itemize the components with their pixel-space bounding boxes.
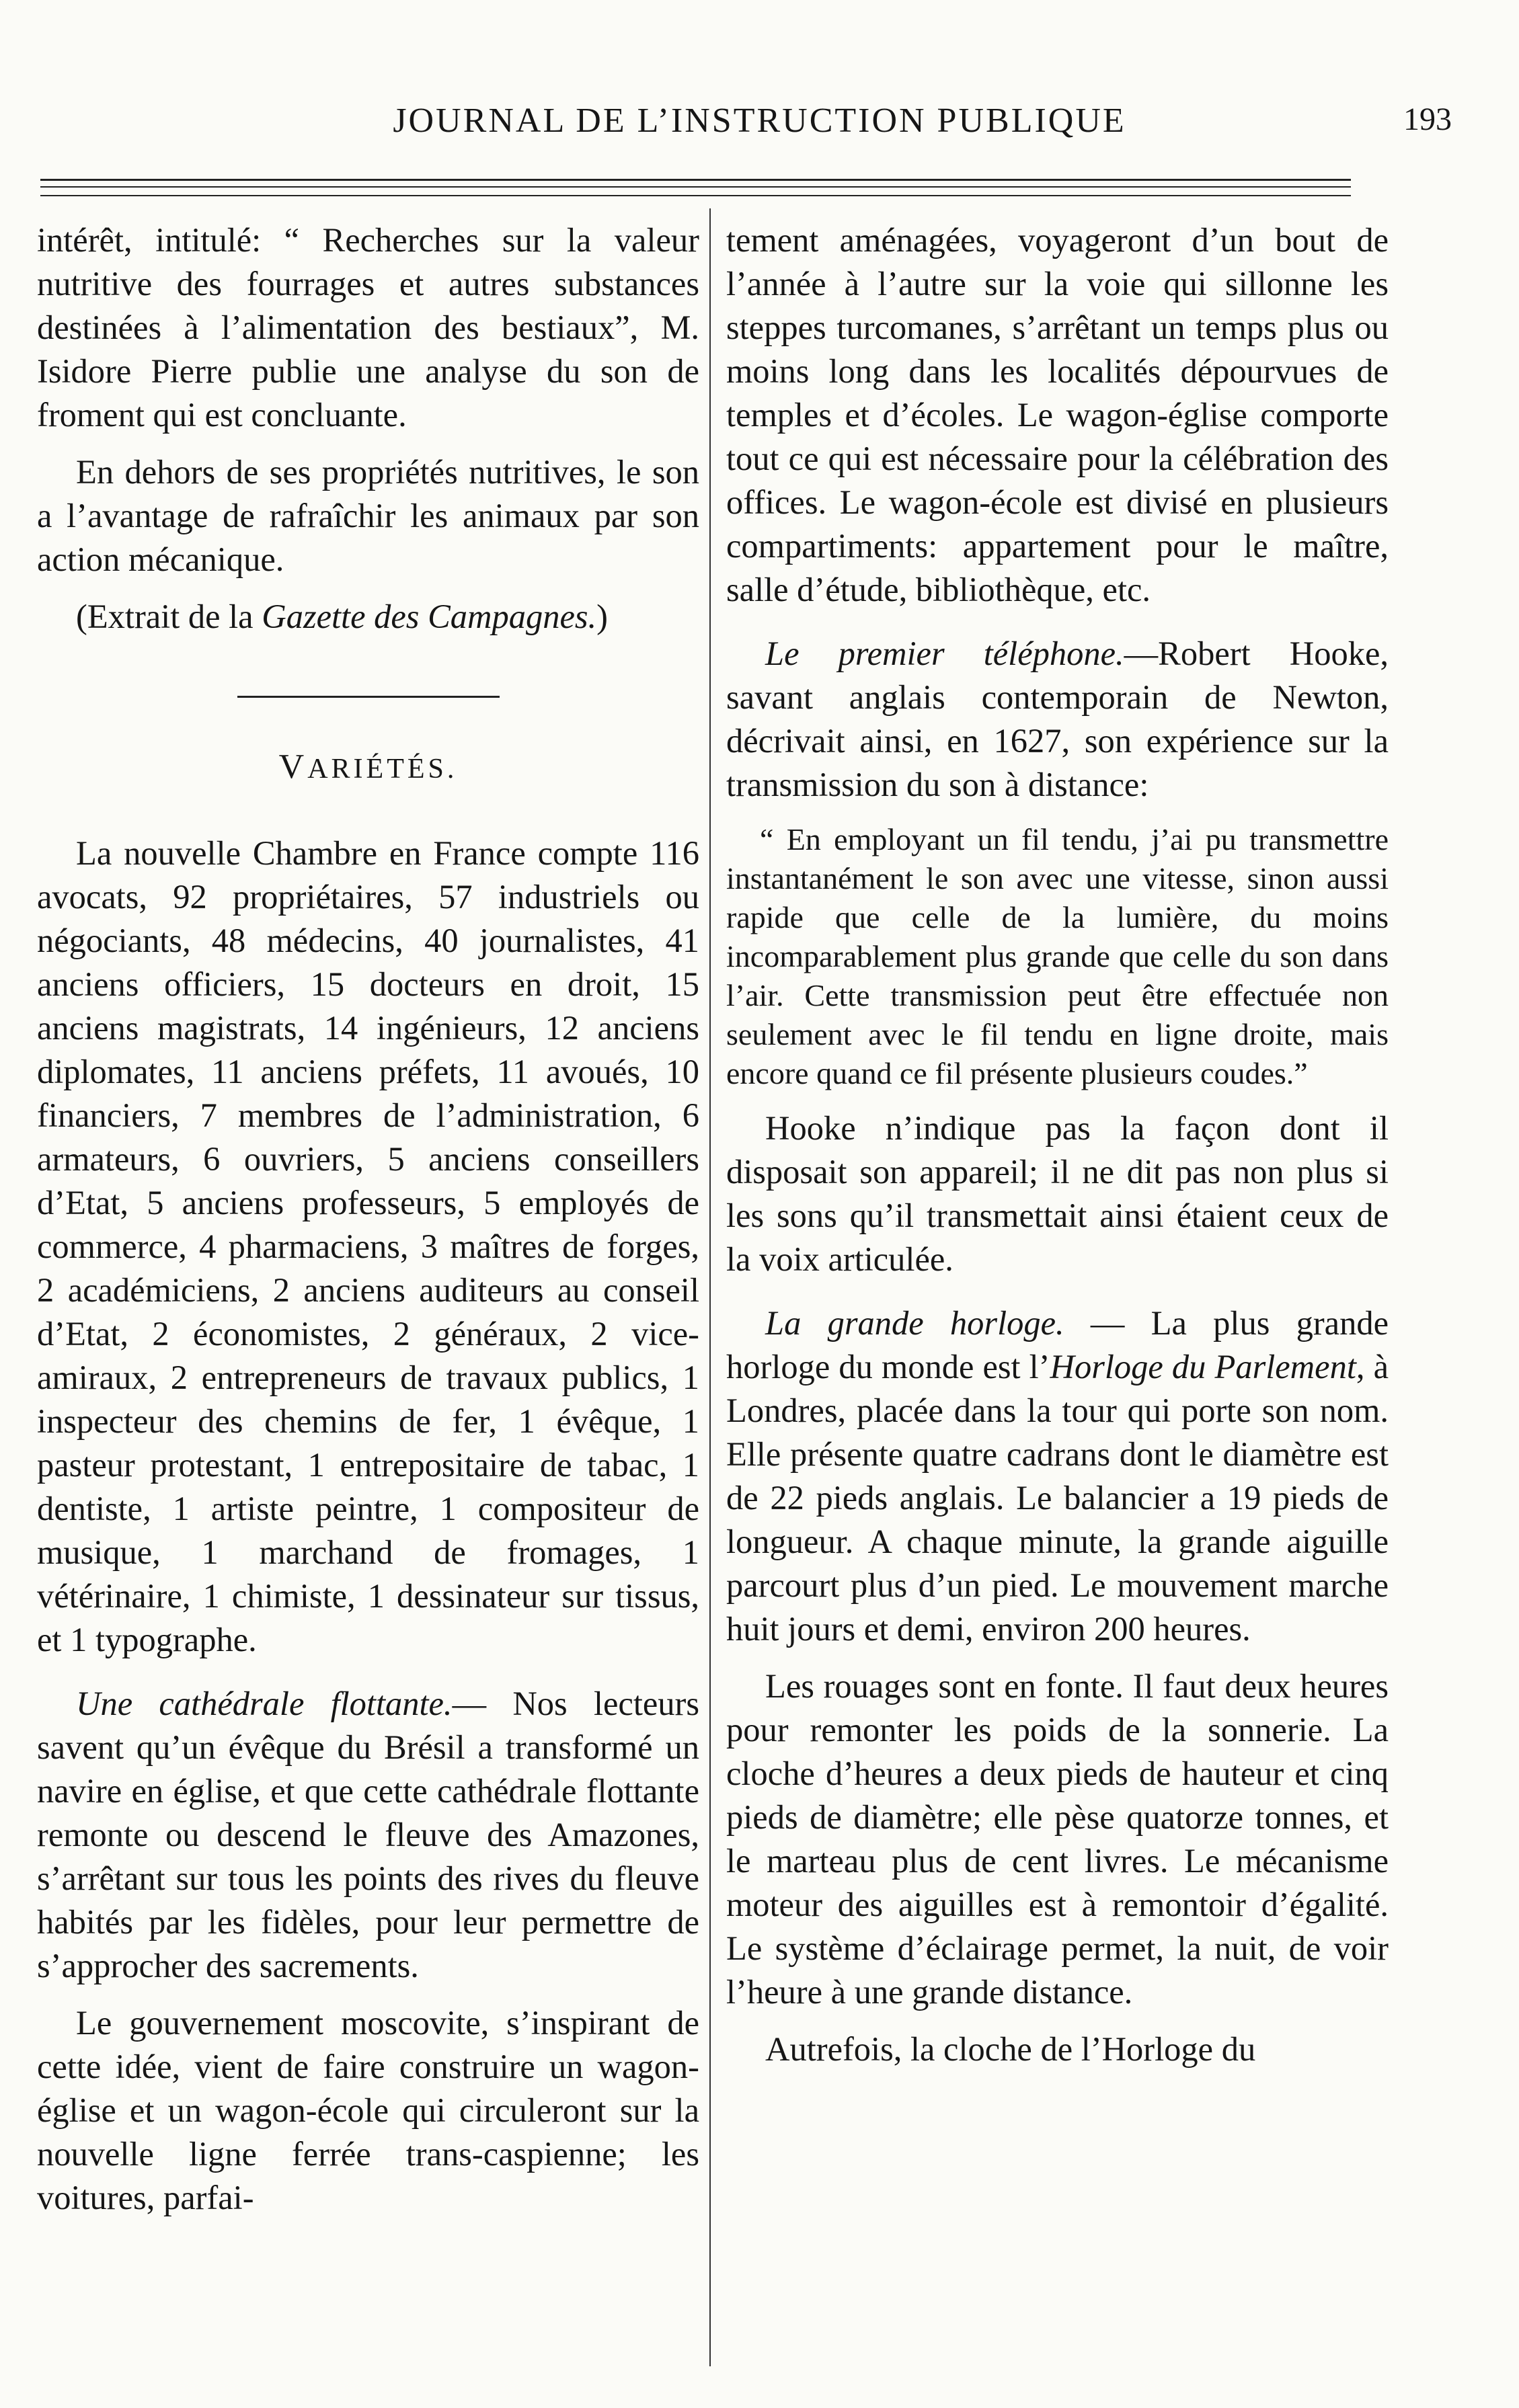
horloge-text-a: — La plus grande horloge du monde est l’ bbox=[726, 1304, 1389, 1386]
paragraph-chambre: La nouvelle Chambre en France compte 116 avocats, 92 propriétaires, 57 industriels ou négociants, 48 médecins, 40 journalistes, 41 anciens officiers, 15 docteurs en droit, 15 anciens magistrats, 14 ingénieurs, 12 anciens diplomates, 11 anciens préfets, 11 avoués, 10 financiers, 7 membres de l’administration, 6 armateurs, 6 ouvriers, 5 anciens conseillers d’Etat, 5 anciens professeurs, 5 employés de commerce, 4 pharmaciens, 3 maîtres de forges, 2 académiciens, 2 anciens auditeurs au conseil d’Etat, 2 économistes, 2 généraux, 2 vice-amiraux, 2 entrepreneurs de travaux publics, 1 inspecteur des chemins de fer, 1 évêque, 1 pasteur protestant, 1 entrepositaire de tabac, 1 dentiste, 1 artiste peintre, 1 compositeur de musique, 1 marchand de fromages, 1 vétérinaire, 1 chimiste, 1 dessinateur sur tissus, et 1 typographe. bbox=[37, 834, 699, 1658]
paragraph-moscovite: Le gouvernement moscovite, s’inspirant de cette idée, vient de faire construire un wagon-église et un wagon-école qui circuleront sur la nouvelle ligne ferrée trans-caspienne; les voitures, parfai- bbox=[37, 2004, 699, 2216]
source-citation bbox=[37, 595, 699, 639]
cathedrale-text: — Nos lecteurs savent qu’un évêque du Brésil a transformé un navire en église, et que cette cathédrale flottante remonte ou descend le fleuve des Amazones, s’arrêtant sur tous les points des rives du fleuve habités par les fidèles, pour leur permettre de s’approcher des sacrements. bbox=[37, 1685, 699, 1984]
paragraph-telephone bbox=[726, 632, 1389, 807]
column-divider bbox=[709, 208, 711, 2366]
page-number: 193 bbox=[1403, 102, 1452, 137]
paragraph-hooke: Hooke n’indique pas la façon dont il disposait son appareil; il ne dit pas non plus si les sons qu’il transmettait ainsi étaient ceux de la voix articulée. bbox=[726, 1109, 1389, 1278]
horloge-title: La grande horloge. bbox=[765, 1304, 1064, 1342]
paragraph-proprietes: En dehors de ses propriétés nutritives, le son a l’avantage de rafraîchir les animaux par son action mécanique. bbox=[37, 453, 699, 578]
heading-initial: V bbox=[278, 748, 308, 786]
header-rule bbox=[40, 195, 1351, 196]
horloge-name: Horloge du Parlement bbox=[1050, 1348, 1356, 1386]
hooke-quote bbox=[726, 820, 1389, 1093]
paragraph-cathedrale bbox=[37, 1682, 699, 1988]
source-title: Gazette des Campagnes. bbox=[262, 598, 597, 635]
quote-text: “ En employant un fil tendu, j’ai pu transmettre instantanément le son avec une vitesse, sinon aussi rapide que celle de la lumière, du moins incomparablement plus grande que celle du son dans l’air. Cette transmission peut être effectuée non seulement avec le fil tendu en ligne droite, mais encore quand ce fil présente plusieurs coudes.” bbox=[726, 822, 1389, 1090]
running-title: JOURNAL DE L’INSTRUCTION PUBLIQUE bbox=[393, 102, 1126, 140]
paragraph-rouages: Les rouages sont en fonte. Il faut deux heures pour remonter les poids de la sonnerie. La cloche d’heures a deux pieds de hauteur et cinq pieds de diamètre; elle pèse quatorze tonnes, et le marteau plus de cent livres. Le mécanisme moteur des aiguilles est à remontoir d’égalité. Le système d’éclairage permet, la nuit, de voir l’heure à une grande distance. bbox=[726, 1667, 1389, 2011]
paragraph-wagons: tement aménagées, voyageront d’un bout de l’année à l’autre sur la voie qui sillonne les steppes turcomanes, s’arrêtant un temps plus ou moins long dans les localités dépourvues de temples et d’écoles. Le wagon-église comporte tout ce qui est nécessaire pour la célébration des offices. Le wagon-école est divisé en plusieurs compartiments: appartement pour le maître, salle d’étude, bibliothèque, etc. bbox=[726, 221, 1389, 608]
telephone-title: Le premier téléphone. bbox=[765, 635, 1124, 672]
right-column bbox=[726, 218, 1389, 2085]
header-rule bbox=[40, 179, 1351, 181]
page-header bbox=[40, 101, 1479, 161]
section-separator bbox=[237, 696, 500, 698]
paragraph-horloge bbox=[726, 1301, 1389, 1651]
telephone-text: —Robert Hooke, savant anglais contemporain de Newton, décrivait ainsi, en 1627, son expérience sur la transmission du son à distance: bbox=[726, 635, 1389, 803]
source-open: (Extrait de la bbox=[76, 598, 262, 635]
paragraph-autrefois: Autrefois, la cloche de l’Horloge du bbox=[765, 2030, 1256, 2068]
cathedrale-title: Une cathédrale flottante. bbox=[76, 1685, 453, 1722]
paragraph-recherches: intérêt, intitulé: “ Recherches sur la valeur nutritive des fourrages et autres substances destinées à l’alimentation des bestiaux”, M. Isidore Pierre publie une analyse du son de froment qui est concluante. bbox=[37, 221, 699, 434]
section-heading-varietes bbox=[37, 745, 699, 791]
header-rule bbox=[40, 186, 1351, 188]
source-close: ) bbox=[596, 598, 608, 635]
left-column bbox=[37, 218, 699, 2233]
heading-rest: ARIÉTÉS. bbox=[307, 754, 458, 785]
horloge-text-b: , à Londres, placée dans la tour qui porte son nom. Elle présente quatre cadrans dont le diamètre est de 22 pieds anglais. Le balancier a 19 pieds de longueur. A chaque minute, la grande aiguille parcourt plus d’un pied. Le mouvement marche huit jours et demi, environ 200 heures. bbox=[726, 1348, 1389, 1648]
